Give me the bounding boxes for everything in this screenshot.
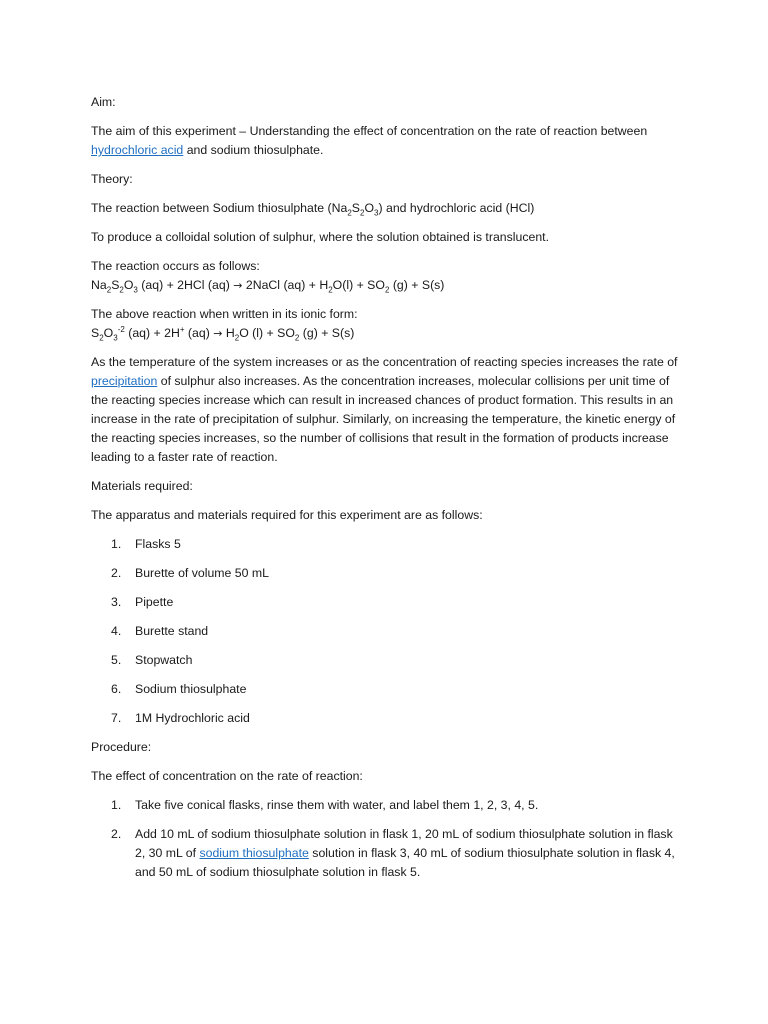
list-item: 2. Add 10 mL of sodium thiosulphate solution in flask 1, 20 mL of sodium thiosulphate solution in flask 2, 30 mL of sodium thiosulphate solution in flask 3, 40 mL of sodium thiosulphate solution in flask 4, and 50 mL of sodium thiosulphate solution in flask 5. xyxy=(111,827,675,879)
hydrochloric-acid-link[interactable]: hydrochloric acid xyxy=(91,143,184,157)
list-item: 2. Burette of volume 50 mL xyxy=(111,566,269,580)
procedure-heading: Procedure: xyxy=(91,740,152,754)
arrow-icon: → xyxy=(233,279,243,292)
precipitation-link[interactable]: precipitation xyxy=(91,374,158,388)
materials-heading: Materials required: xyxy=(91,479,193,493)
document-content xyxy=(91,93,679,882)
aim-text-before: The aim of this experiment – Understanding the effect of concentration on the rate of reaction between xyxy=(91,124,648,138)
list-item: 5. Stopwatch xyxy=(111,653,193,667)
list-item: 4. Burette stand xyxy=(111,624,209,638)
list-item: 7. 1M Hydrochloric acid xyxy=(111,711,250,725)
theory-line1: The reaction between Sodium thiosulphate $(Na_2S_2O_3)$ and hydrochloric acid (HCl) xyxy=(91,201,535,218)
sodium-thiosulphate-link[interactable]: sodium thiosulphate xyxy=(199,846,309,860)
reaction-intro: The reaction occurs as follows: xyxy=(91,259,260,273)
materials-intro: The apparatus and materials required for this experiment are as follows: xyxy=(91,508,483,522)
theory-paragraph: As the temperature of the system increases or as the concentration of reacting species increases the rate of precipitation of sulphur also increases. As the concentration increases, molecular collisions per unit time of the reacting species increase which can result in increased chances of product formation. This results in an increase in the rate of precipitation of sulphur. Similarly, on increasing the temperature, the kinetic energy of the reacting species increases, so the number of collisions that result in the formation of products increase leading to a faster rate of reaction. xyxy=(91,355,678,464)
theory-line2: To produce a colloidal solution of sulphur, where the solution obtained is translucent. xyxy=(91,230,550,244)
materials-list xyxy=(91,535,679,728)
reaction-equation: $Na_2S_2O_3$ (aq) + 2HCl (aq) → 2NaCl $(aq) + H_2O(l) + SO_2$ (g) + S(s) xyxy=(91,278,445,295)
list-item: 6. Sodium thiosulphate xyxy=(111,682,247,696)
list-item: 1. Take five conical flasks, rinse them with water, and label them 1, 2, 3, 4, 5. xyxy=(111,798,539,812)
theory-heading: Theory: xyxy=(91,172,133,186)
arrow-icon: → xyxy=(213,327,223,340)
ionic-intro: The above reaction when written in its ionic form: xyxy=(91,307,358,321)
aim-text-after: and sodium thiosulphate. xyxy=(183,143,324,157)
procedure-intro: The effect of concentration on the rate of reaction: xyxy=(91,769,363,783)
procedure-list xyxy=(91,796,679,882)
list-item: 1. Flasks 5 xyxy=(111,537,181,551)
ionic-equation: $S_2O_3^{-2}$ (aq) + 2H+ $(aq) \to H_2O$ $(l) + SO_2$ (g) + S(s) xyxy=(91,324,355,343)
list-item: 3. Pipette xyxy=(111,595,174,609)
aim-heading: Aim: xyxy=(91,95,116,109)
aim-paragraph xyxy=(91,122,679,160)
